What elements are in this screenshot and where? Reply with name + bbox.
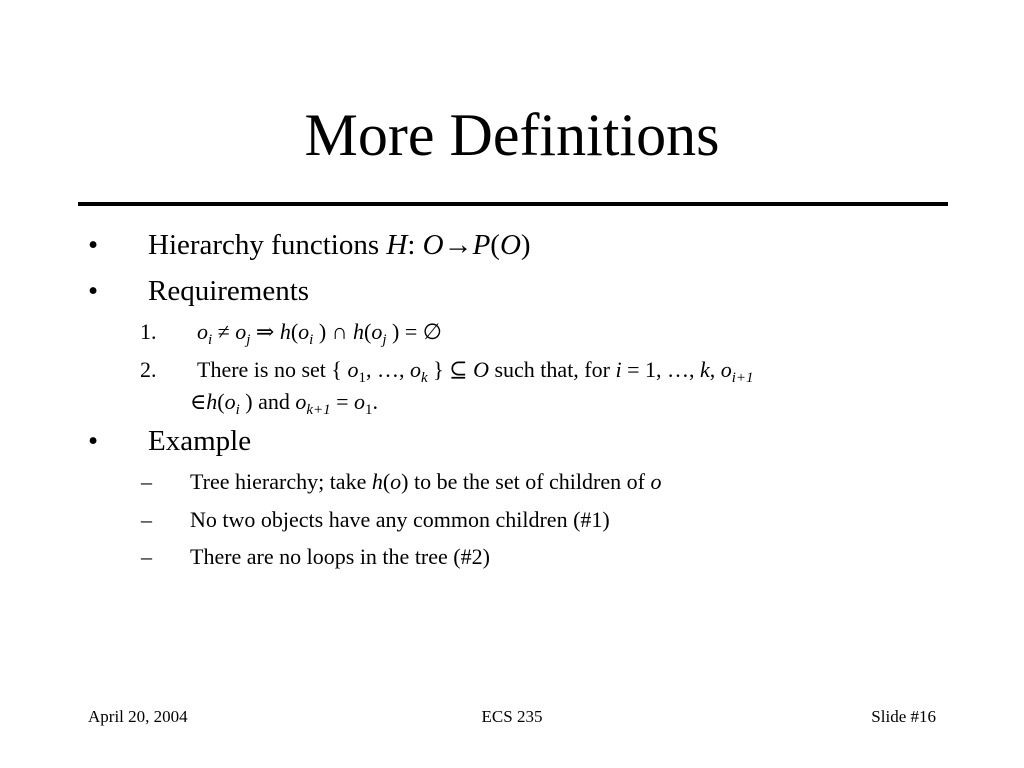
bullet-text: Hierarchy functions H: O→P(O) bbox=[148, 229, 531, 261]
footer-date: April 20, 2004 bbox=[88, 707, 188, 726]
bullet-marker: • bbox=[88, 229, 99, 261]
dash-marker: – bbox=[141, 544, 152, 569]
bullet-marker: • bbox=[88, 275, 99, 307]
bullet-text: Example bbox=[148, 425, 252, 457]
footer-slide-number: Slide #16 bbox=[871, 707, 936, 726]
title-divider bbox=[78, 202, 948, 206]
sub-bullet-text: No two objects have any common children (#1) bbox=[190, 507, 610, 532]
bullet-text: Requirements bbox=[148, 275, 310, 307]
list-number: 1. bbox=[140, 319, 157, 344]
footer-course: ECS 235 bbox=[481, 707, 543, 726]
list-number: 2. bbox=[140, 357, 157, 382]
requirement-text-line-2: $\in h(o_i$ ) and $o_{k+1} = o_1$. bbox=[190, 389, 378, 418]
bullet-marker: • bbox=[88, 425, 99, 457]
dash-marker: – bbox=[141, 469, 152, 494]
sub-bullet-text: Tree hierarchy; take h(o) to be the set of children of o bbox=[190, 469, 662, 494]
requirement-text: $o_i \ne o_j$ ⇒ $h(o_i$ ) ∩ $h(o_j$ ) = ∅ bbox=[197, 319, 442, 348]
slide-title: More Definitions bbox=[304, 102, 720, 168]
requirement-text-line-1: There is no set { $o_1$, …, $o_k$ } ⊆ O such that, for i = 1, …, k, $o_{i+1}$ bbox=[197, 357, 754, 386]
sub-bullet-text: There are no loops in the tree (#2) bbox=[190, 544, 490, 569]
dash-marker: – bbox=[141, 507, 152, 532]
